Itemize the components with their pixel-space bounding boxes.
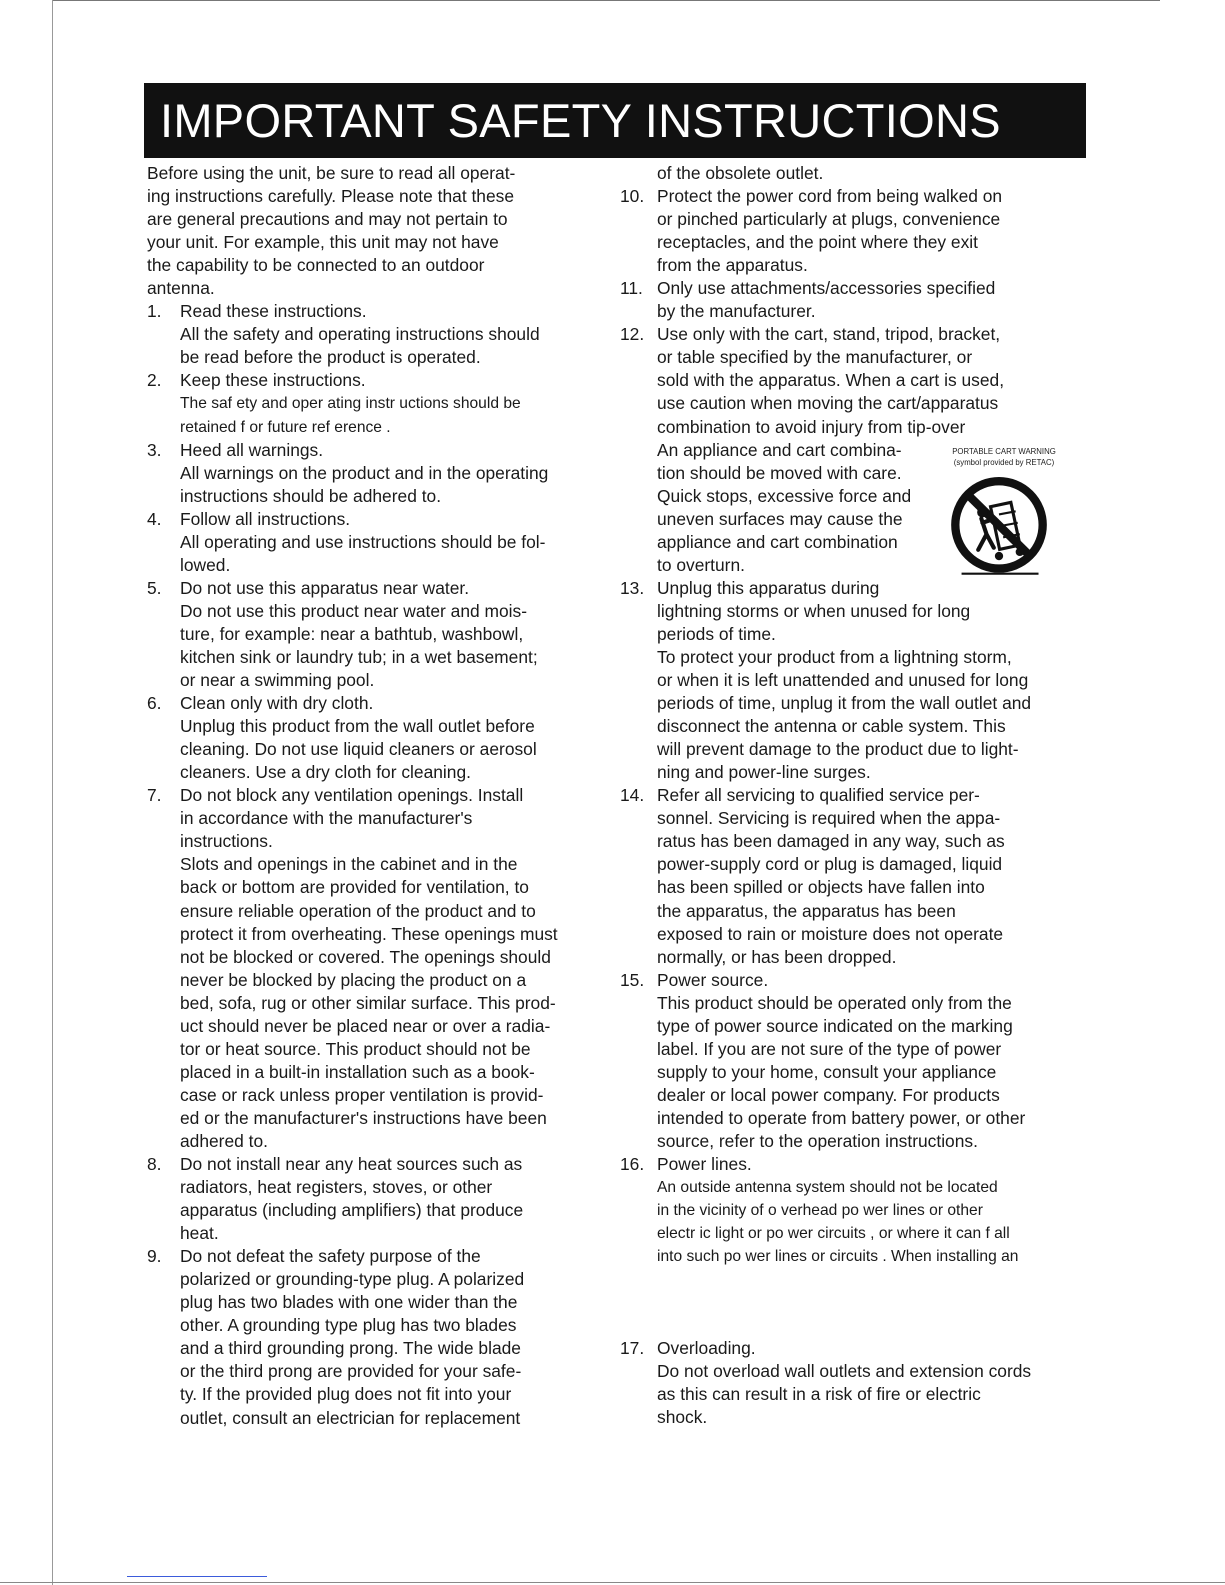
- text-line: in accordance with the manufacturer's: [180, 808, 473, 829]
- text-line: or near a swimming pool.: [180, 670, 375, 691]
- text-line: disconnect the antenna or cable system. This: [657, 716, 1006, 737]
- text-line: protect it from overheating. These openings must: [180, 923, 558, 944]
- text-line: power-supply cord or plug is damaged, liquid: [657, 854, 1003, 875]
- list-item-text: Read these instructions.: [180, 301, 367, 322]
- text-line: plug has two blades with one wider than the: [180, 1292, 518, 1313]
- text-line: by the manufacturer.: [657, 301, 816, 322]
- text-line: Slots and openings in the cabinet and in the: [180, 854, 518, 875]
- text-line: Do not use this product near water and mois-: [180, 600, 528, 621]
- text-line: sonnel. Servicing is required when the appa-: [657, 808, 1001, 829]
- list-item-heading: [620, 185, 1090, 208]
- text-line: Do not overload wall outlets and extension cords: [657, 1361, 1032, 1382]
- list-item-text: Refer all servicing to qualified service per-: [657, 785, 980, 806]
- text-line: be read before the product is operated.: [180, 347, 481, 368]
- list-item-text: Do not install near any heat sources such as: [180, 1154, 523, 1175]
- text-line: All the safety and operating instructions should: [180, 324, 540, 345]
- list-item-text: Protect the power cord from being walked on: [657, 186, 1003, 207]
- list-item-text: Do not defeat the safety purpose of the: [180, 1246, 481, 1267]
- text-line: Unplug this product from the wall outlet before: [180, 716, 535, 737]
- text-line: Quick stops, excessive force and: [657, 485, 912, 506]
- page-left-border: [52, 0, 53, 1585]
- list-item-number: 15.: [620, 969, 645, 990]
- text-line: An appliance and cart combina-: [657, 439, 902, 460]
- list-item-heading: [147, 369, 602, 392]
- text-line: periods of time.: [657, 623, 776, 644]
- intro-text-line: ing instructions carefully. Please note that these: [147, 186, 515, 207]
- text-line: into such po wer lines or circuits . When installing an: [657, 1248, 1019, 1266]
- cart-warning-caption-title: PORTABLE CART WARNING: [952, 447, 1056, 456]
- page-bottom-border: [0, 1582, 1225, 1583]
- text-line: has been spilled or objects have fallen into: [657, 877, 985, 898]
- list-item-text: Power lines.: [657, 1154, 752, 1175]
- text-line: ensure reliable operation of the product and to: [180, 900, 536, 921]
- text-line: outlet, consult an electrician for replacement: [180, 1407, 521, 1428]
- text-line: ed or the manufacturer's instructions have been: [180, 1107, 547, 1128]
- page-top-border: [52, 0, 1160, 1]
- text-line: apparatus (including amplifiers) that produce: [180, 1200, 524, 1221]
- text-line: to overturn.: [657, 554, 745, 575]
- text-line: cleaners. Use a dry cloth for cleaning.: [180, 762, 471, 783]
- list-item-heading: [147, 784, 602, 807]
- text-line: back or bottom are provided for ventilation, to: [180, 877, 529, 898]
- text-line: uneven surfaces may cause the: [657, 508, 903, 529]
- text-line: electr ic light or po wer circuits , or where it can f all: [657, 1225, 1010, 1243]
- intro-text-line: the capability to be connected to an outdoor: [147, 255, 485, 276]
- text-line: receptacles, and the point where they exit: [657, 232, 978, 253]
- page-title: IMPORTANT SAFETY INSTRUCTIONS: [144, 83, 1086, 158]
- text-line: cleaning. Do not use liquid cleaners or aerosol: [180, 739, 537, 760]
- text-line: not be blocked or covered. The openings should: [180, 946, 551, 967]
- intro-text-line: antenna.: [147, 278, 215, 299]
- text-line: exposed to rain or moisture does not operate: [657, 923, 1004, 944]
- text-line: This product should be operated only from the: [657, 992, 1012, 1013]
- text-line: as this can result in a risk of fire or electric: [657, 1384, 981, 1405]
- list-item-heading: [620, 1153, 1090, 1176]
- list-item-heading: [620, 277, 1090, 300]
- text-line: appliance and cart combination: [657, 531, 898, 552]
- text-line: uct should never be placed near or over a radia-: [180, 1015, 551, 1036]
- text-line: or the third prong are provided for your safe-: [180, 1361, 522, 1382]
- list-item-text: Use only with the cart, stand, tripod, bracket,: [657, 324, 1001, 345]
- text-line: retained f or future ref erence .: [180, 418, 391, 436]
- text-line: lightning storms or when unused for long: [657, 600, 971, 621]
- list-item-number: 17.: [620, 1338, 645, 1359]
- section-gap: [620, 1268, 1090, 1337]
- text-line: The saf ety and oper ating instr uctions should be: [180, 395, 521, 413]
- intro-text-line: your unit. For example, this unit may not have: [147, 232, 499, 253]
- text-line: sold with the apparatus. When a cart is used,: [657, 370, 1005, 391]
- text-line: polarized or grounding-type plug. A polarized: [180, 1269, 525, 1290]
- left-column: [147, 162, 602, 1430]
- text-line: instructions.: [180, 831, 273, 852]
- list-item-text: Only use attachments/accessories specified: [657, 278, 996, 299]
- text-line: in the vicinity of o verhead po wer lines or other: [657, 1202, 983, 1220]
- text-line: or when it is left unattended and unused for long: [657, 670, 1029, 691]
- list-item-number: 11.: [620, 278, 643, 299]
- list-item-number: 4.: [147, 508, 162, 529]
- text-line: adhered to.: [180, 1130, 268, 1151]
- text-line: type of power source indicated on the marking: [657, 1015, 1013, 1036]
- text-line: radiators, heat registers, stoves, or other: [180, 1177, 493, 1198]
- list-item-number: 6.: [147, 693, 162, 714]
- text-line: of the obsolete outlet.: [657, 163, 824, 183]
- list-item-text: Overloading.: [657, 1338, 756, 1359]
- text-line: periods of time, unplug it from the wall outlet and: [657, 693, 1032, 714]
- text-line: shock.: [657, 1407, 708, 1428]
- list-item-number: 16.: [620, 1154, 645, 1175]
- intro-text-line: Before using the unit, be sure to read all operat-: [147, 163, 516, 183]
- list-item-number: 12.: [620, 324, 645, 345]
- text-line: ture, for example: near a bathtub, washbowl,: [180, 623, 524, 644]
- text-line: All warnings on the product and in the operating: [180, 462, 549, 483]
- right-column: [620, 162, 1090, 1429]
- list-item-number: 9.: [147, 1246, 162, 1267]
- text-line: tion should be moved with care.: [657, 462, 902, 483]
- list-item-number: 10.: [620, 186, 645, 207]
- cart-warning-caption-credit: (symbol provided by RETAC): [953, 458, 1055, 467]
- text-line: An outside antenna system should not be located: [657, 1179, 998, 1197]
- list-item-heading: [620, 784, 1090, 807]
- list-item-heading: [147, 1153, 602, 1176]
- text-line: or pinched particularly at plugs, convenience: [657, 209, 1001, 230]
- text-line: intended to operate from battery power, or other: [657, 1107, 1026, 1128]
- text-line: lowed.: [180, 554, 231, 575]
- text-line: normally, or has been dropped.: [657, 946, 897, 967]
- list-item-heading: [620, 969, 1090, 992]
- text-line: will prevent damage to the product due to light-: [657, 739, 1019, 760]
- list-item-heading: [147, 692, 602, 715]
- list-item-number: 1.: [147, 301, 162, 322]
- text-line: label. If you are not sure of the type of power: [657, 1038, 1002, 1059]
- text-line: kitchen sink or laundry tub; in a wet basement;: [180, 646, 538, 667]
- text-line: combination to avoid injury from tip-over: [657, 416, 966, 437]
- text-line: supply to your home, consult your appliance: [657, 1061, 997, 1082]
- list-item-text: Clean only with dry cloth.: [180, 693, 374, 714]
- list-item-heading: [147, 1245, 602, 1268]
- text-line: dealer or local power company. For products: [657, 1084, 1000, 1105]
- portable-cart-warning-icon: [947, 477, 1051, 581]
- list-item-heading: [147, 439, 602, 462]
- list-item-number: 7.: [147, 785, 162, 806]
- list-item-heading: [620, 1337, 1090, 1360]
- text-line: instructions should be adhered to.: [180, 485, 442, 506]
- text-line: ning and power-line surges.: [657, 762, 871, 783]
- list-item-number: 5.: [147, 577, 162, 598]
- list-item-text: Keep these instructions.: [180, 370, 366, 391]
- list-item-text: Heed all warnings.: [180, 439, 324, 460]
- list-item-text: Follow all instructions.: [180, 508, 351, 529]
- list-item-number: 8.: [147, 1154, 162, 1175]
- list-item-number: 14.: [620, 785, 645, 806]
- list-item-heading: [147, 300, 602, 323]
- text-line: ratus has been damaged in any way, such as: [657, 831, 1005, 852]
- list-item-number: 13.: [620, 577, 645, 598]
- text-line: from the apparatus.: [657, 255, 808, 276]
- text-line: tor or heat source. This product should not be: [180, 1038, 531, 1059]
- list-item-text: Do not use this apparatus near water.: [180, 577, 470, 598]
- text-line: To protect your product from a lightning storm,: [657, 646, 1012, 667]
- text-line: use caution when moving the cart/apparatus: [657, 393, 999, 414]
- list-item-text: Do not block any ventilation openings. Install: [180, 785, 524, 806]
- list-item-number: 2.: [147, 370, 162, 391]
- list-item-heading: [147, 577, 602, 600]
- list-item-text: Power source.: [657, 969, 769, 990]
- text-line: the apparatus, the apparatus has been: [657, 900, 956, 921]
- text-line: placed in a built-in installation such as a book-: [180, 1061, 535, 1082]
- list-item-text: Unplug this apparatus during: [657, 577, 880, 598]
- text-line: or table specified by the manufacturer, or: [657, 347, 973, 368]
- text-line: source, refer to the operation instructions.: [657, 1130, 978, 1151]
- list-item-heading: [620, 323, 1090, 346]
- text-line: heat.: [180, 1223, 219, 1244]
- text-line: case or rack unless proper ventilation is provid-: [180, 1084, 544, 1105]
- text-line: All operating and use instructions should be fol-: [180, 531, 546, 552]
- text-line: ty. If the provided plug does not fit into your: [180, 1384, 512, 1405]
- text-line: other. A grounding type plug has two blades: [180, 1315, 517, 1336]
- text-line: bed, sofa, rug or other similar surface. This prod-: [180, 992, 556, 1013]
- cart-warning-caption: [944, 446, 1064, 468]
- list-item-heading: [147, 508, 602, 531]
- text-line: and a third grounding prong. The wide blade: [180, 1338, 521, 1359]
- list-item-number: 3.: [147, 439, 162, 460]
- text-line: never be blocked by placing the product on a: [180, 969, 527, 990]
- bottom-link-underline: [127, 1576, 267, 1577]
- intro-text-line: are general precautions and may not pertain to: [147, 209, 508, 230]
